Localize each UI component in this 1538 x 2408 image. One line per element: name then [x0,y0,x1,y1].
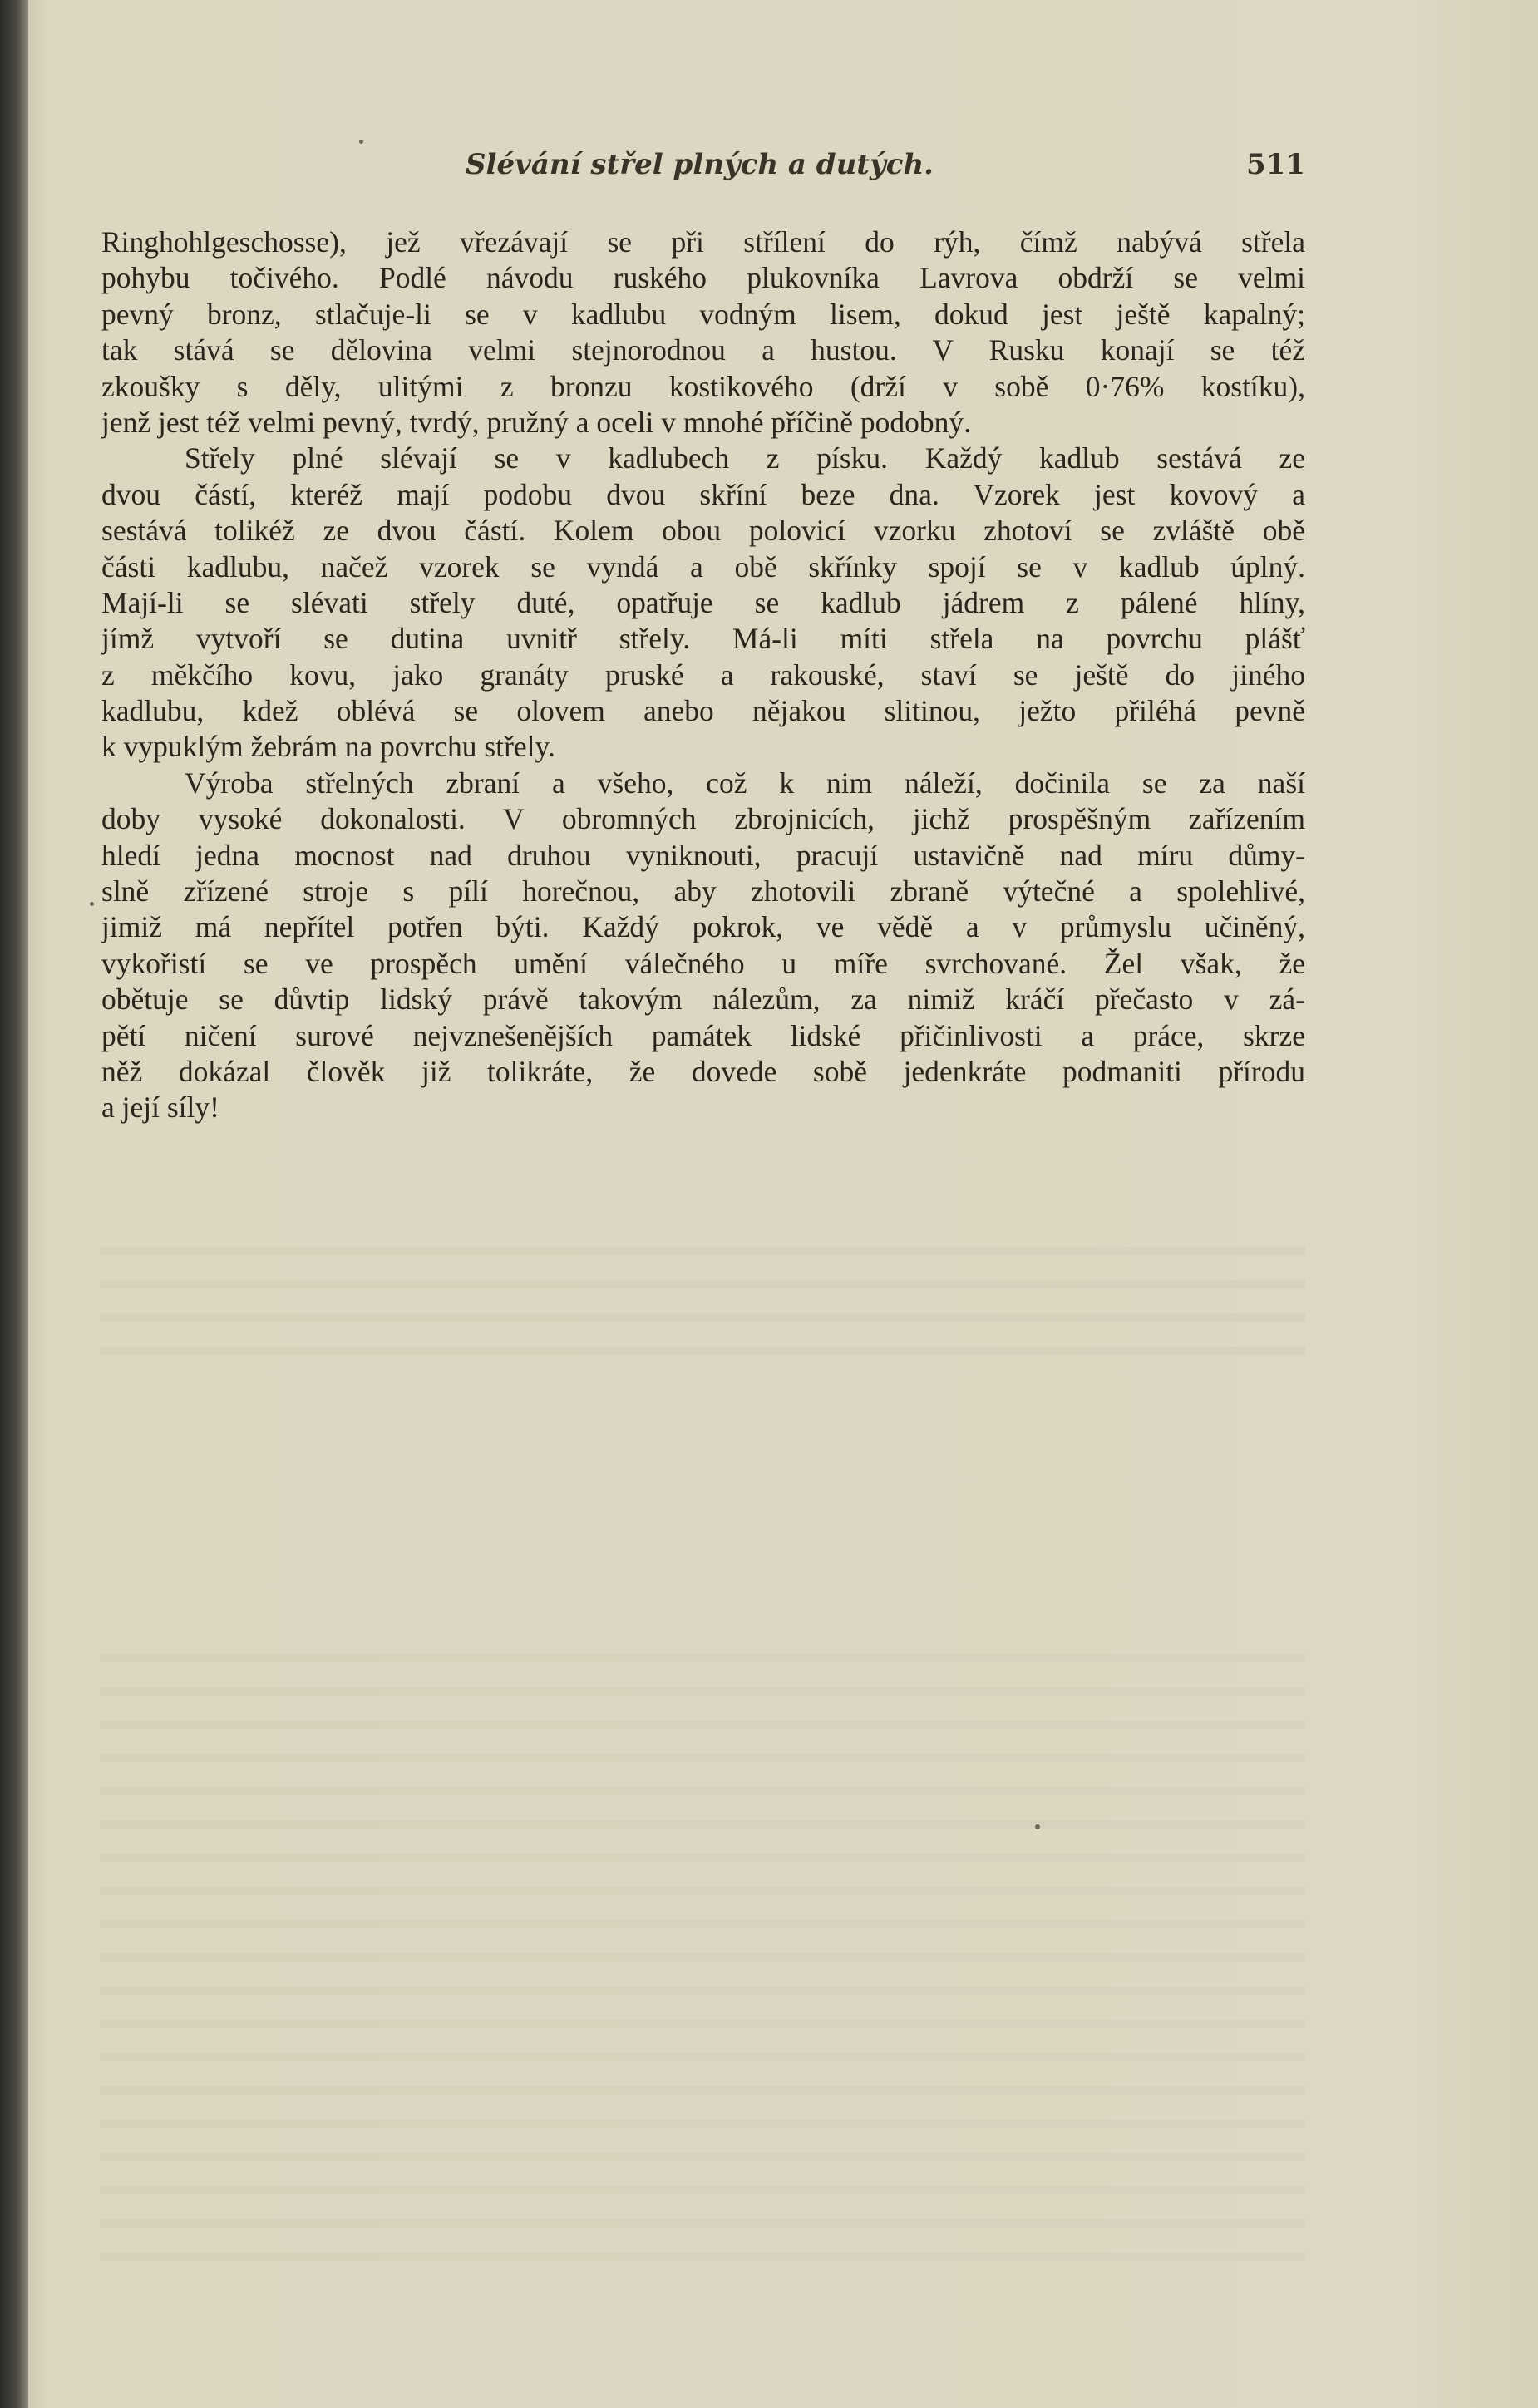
running-head: Slévání střel plných a dutých. [466,148,934,181]
show-through-block-top [100,1222,1305,1371]
ink-spot [90,902,94,906]
text-line: zkoušky s děly, ulitými z bronzu kostikového (drží v sobě 0·76% kostíku), [101,369,1305,403]
text-line: vykořistí se ve prospěch umění válečného u míře svrchované. Žel však, že [101,946,1305,980]
ink-spot [359,140,363,144]
text-line: k vypuklým žebrám na povrchu střely. [101,730,555,764]
text-line: pětí ničení surové nejvznešenějších památek lidské přičinlivosti a práce, skrze [101,1018,1305,1052]
book-spine [0,0,28,2408]
ink-spot [1035,1824,1040,1829]
text-line: Mají-li se slévati střely duté, opatřuje se kadlub jádrem z pálené hlíny, [101,585,1305,619]
text-line: obětuje se důvtip lidský právě takovým nálezům, za nimiž kráčí přečasto v zá- [101,982,1305,1017]
text-line: z měkčího kovu, jako granáty pruské a rakouské, staví se ještě do jiného [101,657,1305,692]
text-line: Výroba střelných zbraní a všeho, což k nim náleží, dočinila se za naší [185,766,1305,800]
show-through-block-bottom [100,1629,1305,2278]
text-line: části kadlubu, načež vzorek se vyndá a obě skřínky spojí se v kadlub úplný. [101,549,1305,584]
text-line: něž dokázal člověk již tolikráte, že dovede sobě jedenkráte podmaniti přírodu [101,1054,1305,1088]
page-number: 511 [1246,148,1305,181]
body-text [101,224,1305,1126]
text-line: pevný bronz, stlačuje-li se v kadlubu vodným lisem, dokud jest ještě kapalný; [101,297,1305,331]
text-line: hledí jedna mocnost nad druhou vyniknouti, pracují ustavičně nad míru důmy- [101,838,1305,872]
text-line: pohybu točivého. Podlé návodu ruského plukovníka Lavrova obdrží se velmi [101,261,1305,295]
text-line: dvou částí, kteréž mají podobu dvou skříní beze dna. Vzorek jest kovový a [101,477,1305,511]
text-line: jenž jest též velmi pevný, tvrdý, pružný a oceli v mnohé příčině podobný. [101,405,971,439]
text-line: doby vysoké dokonalosti. V obromných zbrojnicích, jichž prospěšným zařízením [101,802,1305,836]
text-line: slně zřízené stroje s pílí horečnou, aby zhotovili zbraně výtečné a spolehlivé, [101,874,1305,909]
text-line: tak stává se dělovina velmi stejnorodnou a hustou. V Rusku konají se též [101,333,1305,367]
text-line: Střely plné slévají se v kadlubech z písku. Každý kadlub sestává ze [185,441,1305,475]
text-line: kadlubu, kdež oblévá se olovem anebo nějakou slitinou, ježto přiléhá pevně [101,694,1305,728]
text-line: a její síly! [101,1091,219,1125]
page-header [100,148,1305,190]
text-line: Ringhohlgeschosse), jež vřezávají se při střílení do rýh, čímž nabývá střela [101,225,1305,259]
text-line: jímž vytvoří se dutina uvnitř střely. Má-li míti střela na povrchu plášť [101,622,1305,656]
text-line: sestává tolikéž ze dvou částí. Kolem obou polovicí vzorku zhotoví se zvláště obě [101,514,1305,548]
text-line: jimiž má nepřítel potřen býti. Každý pokrok, ve vědě a v průmyslu učiněný, [101,910,1305,944]
